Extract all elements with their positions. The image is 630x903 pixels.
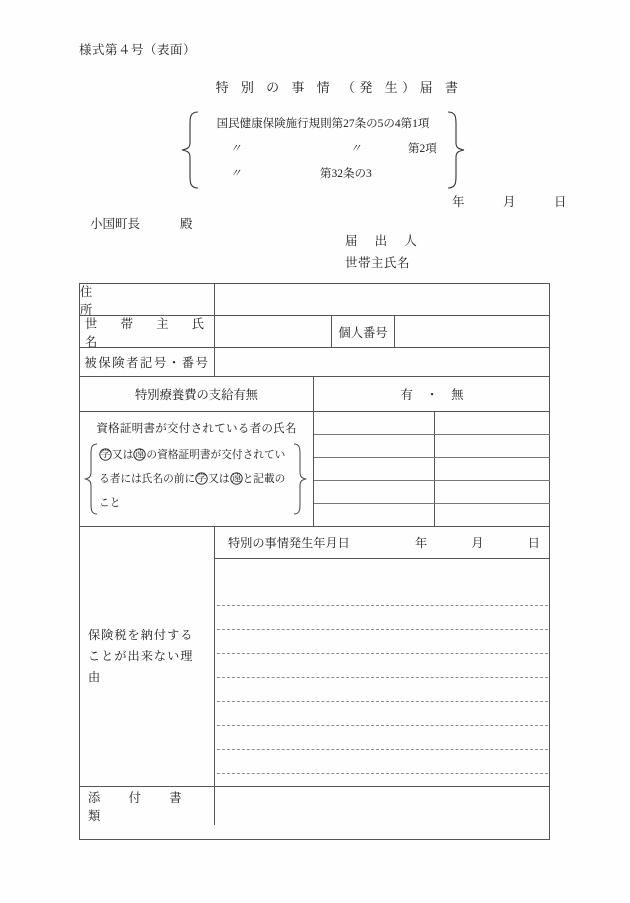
address-input[interactable] <box>215 284 551 315</box>
certificate-note-box <box>84 442 307 516</box>
occurrence-date-input[interactable]: 年 月 日 <box>415 536 556 550</box>
table-row-special-medical <box>80 377 549 412</box>
legal-line-2 <box>200 137 446 162</box>
writing-line[interactable] <box>217 630 548 654</box>
grid-divider <box>434 435 435 457</box>
grid-divider <box>434 504 435 527</box>
table-row-certificate <box>80 412 549 527</box>
attachments-input[interactable] <box>215 787 551 825</box>
certificate-grid-row[interactable] <box>314 458 550 481</box>
table-row-attachments <box>80 787 549 825</box>
note-right-brace-icon <box>293 442 307 516</box>
occurrence-date-label: 特別の事情発生年月日 <box>228 536 350 550</box>
reason-label: 保険税を納付することが出来ない理由 <box>80 527 215 786</box>
householder-name-label: 世帯主氏名 <box>345 256 411 270</box>
legal-reference-lines <box>200 112 446 187</box>
legal-line-3 <box>200 162 446 187</box>
insured-number-label: 被保険者記号・番号 <box>80 348 215 376</box>
table-row-householder <box>80 316 549 348</box>
ditto-mark-1: 〃 <box>230 143 242 155</box>
legal-line-1: 国民健康保険施行規則第27条の5の4第1項 <box>216 118 430 130</box>
occurrence-date-row <box>215 527 556 559</box>
table-row-address <box>80 284 549 316</box>
certificate-note-text <box>99 443 291 515</box>
address-label: 住 所 <box>79 284 223 317</box>
circled-study-mark-icon-2: 学 <box>196 473 207 484</box>
grid-divider <box>434 458 435 480</box>
special-medical-label: 特別療養費の支給有無 <box>80 377 314 411</box>
page-title: 特 別 の 事 情 （発 生）届 書 <box>215 80 463 95</box>
left-brace-icon <box>178 110 200 190</box>
note-line2-mid: 又は <box>208 473 230 485</box>
legal-reference-block <box>178 110 468 190</box>
certificate-grid-row[interactable] <box>314 412 550 435</box>
note-left-brace-icon <box>84 442 98 516</box>
right-brace-icon <box>446 110 468 190</box>
ditto-mark-2: 〃 <box>350 143 362 155</box>
certificate-name-grid <box>314 412 550 526</box>
legal-line-3-clause: 第32条の3 <box>320 168 372 180</box>
certificate-grid-row[interactable] <box>314 504 550 527</box>
reason-content-area <box>215 527 556 786</box>
reason-writing-area[interactable] <box>215 559 550 786</box>
addressee-honorific: 殿 <box>180 217 193 231</box>
grid-divider <box>434 412 435 434</box>
special-medical-options[interactable]: 有 ・ 無 <box>400 388 469 402</box>
legal-line-2-clause: 第2項 <box>408 143 437 155</box>
certificate-grid-row[interactable] <box>314 481 550 504</box>
my-number-input[interactable] <box>396 316 551 347</box>
writing-line[interactable] <box>217 750 548 774</box>
grid-divider <box>434 481 435 503</box>
certificate-heading: 資格証明書が交付されている者の氏名 <box>96 422 297 435</box>
my-number-label: 個人番号 <box>331 316 395 347</box>
writing-line[interactable] <box>217 654 548 678</box>
note-line2-pre: ている者には氏名の前に <box>99 449 286 485</box>
circled-distant-mark-icon-1: 遠 <box>135 449 145 460</box>
note-line1-pre: 又は <box>112 449 134 461</box>
householder-input[interactable] <box>215 316 331 347</box>
form-table <box>79 283 556 840</box>
addressee <box>90 214 193 232</box>
submission-date-line: 年 月 日 <box>452 195 580 209</box>
writing-line[interactable] <box>217 702 548 726</box>
circled-distant-mark-icon-2: 遠 <box>231 473 241 484</box>
addressee-name: 小国町長 <box>90 217 141 231</box>
submitter-block <box>345 231 424 271</box>
householder-label: 世 帯 主 氏 名 <box>80 316 215 347</box>
writing-line[interactable] <box>217 582 548 606</box>
certificate-grid-row[interactable] <box>314 435 550 458</box>
circled-study-mark-icon: 学 <box>100 449 111 460</box>
table-row-reason <box>80 527 556 787</box>
certificate-label-area <box>80 412 314 526</box>
note-line3: と記載のこと <box>99 473 286 509</box>
table-row-insured-number <box>80 348 549 377</box>
insured-number-input[interactable] <box>215 348 551 376</box>
ditto-mark-3: 〃 <box>230 168 242 180</box>
writing-line[interactable] <box>217 726 548 750</box>
writing-line[interactable] <box>217 606 548 630</box>
writing-line[interactable] <box>217 678 548 702</box>
submitter-label: 届 出 人 <box>345 234 424 248</box>
form-number: 様式第４号（表面） <box>79 43 197 57</box>
note-line1-post: の資格証明書が交付され <box>146 449 264 461</box>
attachments-label: 添 付 書 類 <box>80 787 215 825</box>
